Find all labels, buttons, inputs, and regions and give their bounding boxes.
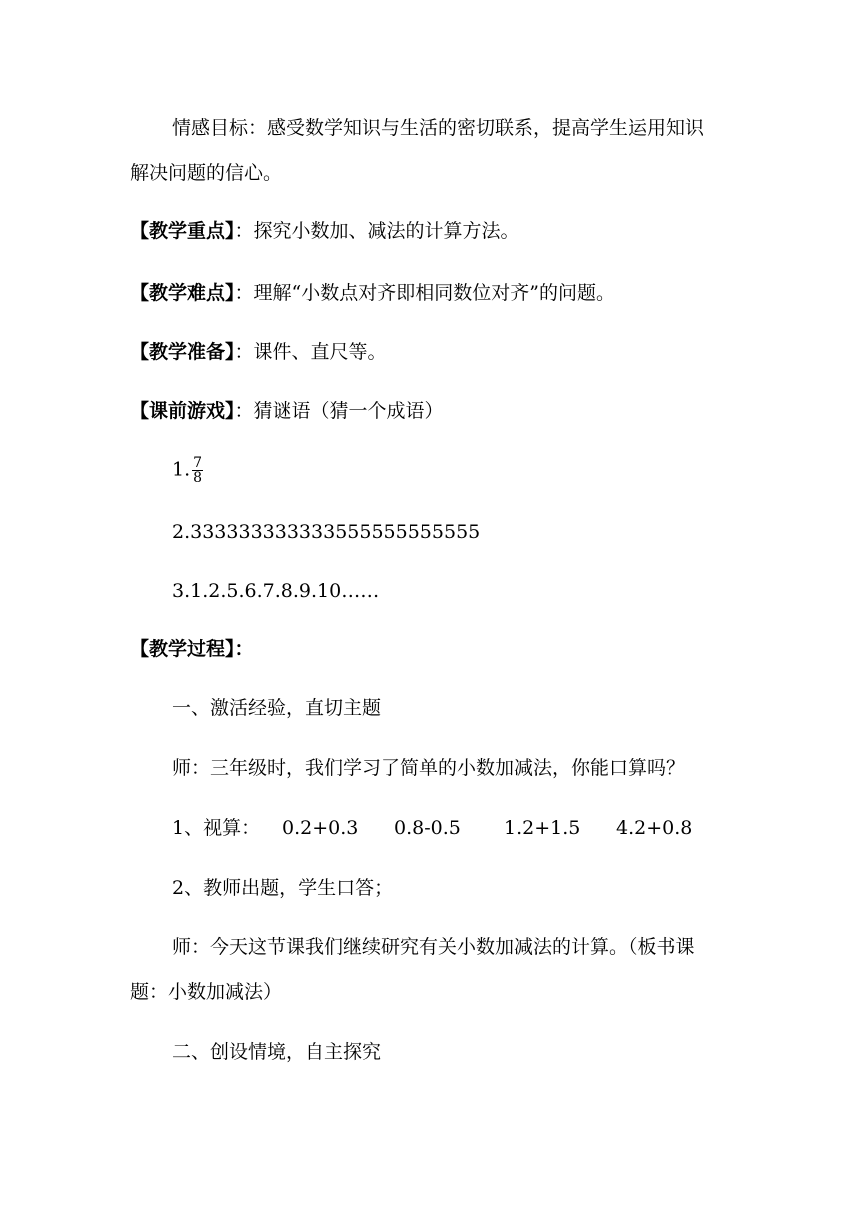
riddle-1 <box>172 456 203 485</box>
riddle-2: 2.333333333333555555555555 <box>172 521 481 543</box>
difficulty-text: ：理解“小数点对齐即相同数位对齐”的问题。 <box>234 282 615 304</box>
riddle-3: 3.1.2.5.6.7.8.9.10…… <box>172 580 380 602</box>
section-1-heading: 一、激活经验，直切主题 <box>172 697 382 719</box>
difficulty-line <box>130 281 615 305</box>
teacher-statement-line-2: 题：小数加减法） <box>130 981 283 1003</box>
teacher-question-1: 师：三年级时，我们学习了简单的小数加减法，你能口算吗？ <box>172 757 686 779</box>
mental-calc-label: 1、视算： <box>172 817 261 839</box>
calc-item-2: 0.8-0.5 <box>394 817 461 839</box>
step-2-line: 2、教师出题，学生口答； <box>172 877 394 899</box>
fraction-numerator: 7 <box>193 455 203 471</box>
teacher-statement-line-1: 师：今天这节课我们继续研究有关小数加减法的计算。（板书课 <box>172 936 695 958</box>
preparation-text: ：课件、直尺等。 <box>234 341 387 363</box>
key-point-line <box>130 219 520 243</box>
calc-item-3: 1.2+1.5 <box>504 817 581 839</box>
affective-goal-line-2: 解决问题的信心。 <box>130 162 283 184</box>
section-2-heading: 二、创设情境，自主探究 <box>172 1041 382 1063</box>
pre-class-game-line <box>130 399 444 423</box>
teaching-process-colon: ： <box>234 638 254 660</box>
mental-calc-line <box>172 816 692 840</box>
teaching-process-line <box>130 637 254 661</box>
preparation-label: 【教学准备】 <box>130 341 235 363</box>
riddle-1-prefix: 1. <box>172 458 191 481</box>
key-point-text: ：探究小数加、减法的计算方法。 <box>234 220 520 242</box>
preparation-line <box>130 340 387 364</box>
fraction-denominator: 8 <box>193 470 203 486</box>
calc-item-1: 0.2+0.3 <box>282 817 359 839</box>
key-point-label: 【教学重点】 <box>130 220 235 242</box>
affective-goal-line-1: 情感目标：感受数学知识与生活的密切联系，提高学生运用知识 <box>172 117 705 139</box>
pre-class-game-label: 【课前游戏】 <box>130 400 235 422</box>
pre-class-game-text: ：猜谜语（猜一个成语） <box>234 400 444 422</box>
teaching-process-label: 【教学过程】 <box>130 638 235 660</box>
riddle-1-fraction <box>192 456 203 485</box>
difficulty-label: 【教学难点】 <box>130 282 235 304</box>
calc-item-4: 4.2+0.8 <box>616 817 693 839</box>
